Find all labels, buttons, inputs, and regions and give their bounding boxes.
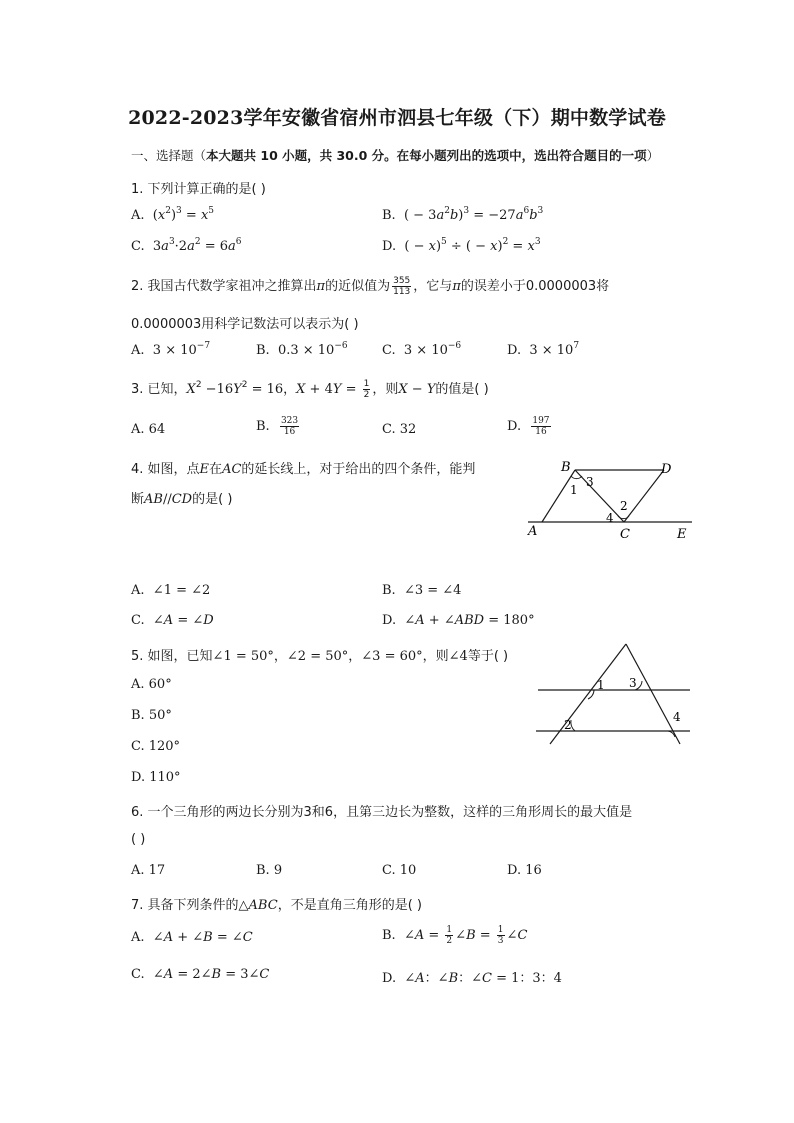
question-3-stem: 3. 已知，$X^2 -16Y^2 = 16$，X + 4Y = $\frac{1}{2}$ ，则X − Y的值是( ) <box>131 379 489 400</box>
fig5-angle-1: 1 <box>597 678 605 692</box>
question-5-option-b: B. 50° <box>131 708 172 723</box>
fig4-angle-1: 1 <box>570 483 578 497</box>
q3-optd-top: 197 <box>532 416 550 426</box>
question-7-option-c: C. ∠A = 2∠B = 3∠C <box>131 967 270 982</box>
fig5-angle-4: 4 <box>673 710 681 724</box>
question-4-stem-line1: 4. 如图，点E在AC的延长线上，对于给出的四个条件，能判 <box>131 462 476 477</box>
question-4-option-c: C. ∠A = ∠D <box>131 613 214 628</box>
fig4-angle-2: 2 <box>620 499 628 513</box>
question-4-stem-line2: 断AB//CD的是( ) <box>131 492 233 507</box>
q7-stem-a: 7. 具备下列条件的 <box>131 898 239 913</box>
question-3-option-c: C. 32 <box>382 422 417 437</box>
q2-stem-c: ，它与 <box>413 279 453 294</box>
question-2-option-d: D. $3 \times 10^7$ <box>507 341 580 358</box>
question-2-option-b: B. $0.3 \times 10^{-6}$ <box>256 341 348 358</box>
question-2-stem-line1: 2. 我国古代数学家祖冲之推算出π的近似值为 $\frac{355}{113}$ ，它与π的误差小于0.0000003将 <box>131 276 610 297</box>
q3-optb-top: 323 <box>280 416 299 426</box>
question-7-option-d: D. ∠A：∠B：∠C = 1：3：4 <box>382 971 562 986</box>
fig5-angle-2: 2 <box>564 718 572 732</box>
question-1-option-a: A. $(x^2)^3 = x^5$ <box>131 206 215 223</box>
question-4-option-a: A. ∠1 = ∠2 <box>131 583 211 598</box>
question-3-option-a: A. 64 <box>131 422 166 437</box>
q4-stem-2a: 断 <box>131 492 145 507</box>
question-7-stem: 7. 具备下列条件的△ABC，不是直角三角形的是( ) <box>131 898 422 913</box>
question-1-stem: 1. 下列计算正确的是( ) <box>131 182 266 197</box>
question-1-option-b: B. ( − $3a^2b)^3 = -27a^6b^3$ <box>382 206 544 223</box>
q2-stem-d: 的误差小于0.0000003将 <box>460 279 610 294</box>
question-5-option-a: A. 60° <box>131 677 172 692</box>
question-2-option-a: A. $3 \times 10^{-7}$ <box>131 341 211 358</box>
section-prefix: 一、选择题（ <box>131 148 207 163</box>
question-6-option-d: D. 16 <box>507 863 542 878</box>
question-4-option-b: B. ∠3 = ∠4 <box>382 583 462 598</box>
q5-stem-a: 5. 如图，已知 <box>131 649 213 664</box>
q2-frac-top: 355 <box>393 276 411 286</box>
question-5-figure <box>530 640 700 752</box>
question-3-option-b: B. $\frac{323}{16}$ <box>256 416 299 437</box>
question-6-option-c: C. 10 <box>382 863 417 878</box>
q3-stem-b: ，则 <box>372 382 399 397</box>
section-suffix: ） <box>646 148 660 163</box>
q4-stem-1c: 的延长线上，对于给出的四个条件，能判 <box>241 462 476 477</box>
q7-stem-b: ，不是直角三角形的是( ) <box>277 898 422 913</box>
q2-frac-bot: 113 <box>393 287 411 297</box>
page-title: 2022-2023学年安徽省宿州市泗县七年级（下）期中数学试卷 <box>128 107 666 129</box>
q4-stem-1a: 4. 如图，点 <box>131 462 200 477</box>
q5-stem-b: 等于( ) <box>467 649 509 664</box>
q3-optb-bot: 16 <box>283 427 296 437</box>
q4-stem-2b: 的是( ) <box>192 492 233 507</box>
question-1-option-d: D. ( − x)$^5$ ÷ ( − $x)^2 = x^3$ <box>382 237 541 254</box>
question-6-stem-line2: ( ) <box>131 832 146 847</box>
question-7-option-b: B. ∠A = $\frac{1}{2}$ ∠B = $\frac{1}{3}$ ∠C <box>382 925 528 946</box>
fig4-label-c: C <box>620 527 630 542</box>
question-2-stem-line2: 0.0000003用科学记数法可以表示为( ) <box>131 317 359 332</box>
question-7-option-a: A. ∠A + ∠B = ∠C <box>131 930 253 945</box>
q4-stem-1b: 在 <box>209 462 223 477</box>
question-1-option-c: C. $3a^3\cdot 2a^2 = 6a^6$ <box>131 237 242 254</box>
q3-optd-bot: 16 <box>535 427 547 437</box>
question-2-option-c: C. $3 \times 10^{-6}$ <box>382 341 462 358</box>
section-bold-text: 本大题共 10 小题，共 30.0 分。在每小题列出的选项中，选出符合题目的一项 <box>206 148 647 163</box>
q2-stem-a: 2. 我国古代数学家祖冲之推算出 <box>131 279 317 294</box>
q2-fraction <box>392 276 411 297</box>
fig4-label-e: E <box>677 527 687 542</box>
q3-stem-c: 的值是( ) <box>435 382 489 397</box>
question-6-stem-line1: 6. 一个三角形的两边长分别为3和6，且第三边长为整数，这样的三角形周长的最大值是 <box>131 805 633 820</box>
fig4-angle-3: 3 <box>586 475 594 489</box>
question-5-stem: 5. 如图，已知∠1 = 50°，∠2 = 50°，∠3 = 60°，则∠4等于( ) <box>131 649 509 664</box>
fig5-angle-3: 3 <box>629 676 637 690</box>
question-6-option-a: A. 17 <box>131 863 166 878</box>
question-5-option-d: D. 110° <box>131 770 181 785</box>
fig4-angle-4: 4 <box>606 511 614 525</box>
fig4-label-d: D <box>661 462 672 477</box>
question-4-option-d: D. ∠A + ∠ABD = 180° <box>382 613 535 628</box>
q2-stem-b: 的近似值为 <box>325 279 391 294</box>
question-6-option-b: B. 9 <box>256 863 283 878</box>
question-4-figure <box>520 456 700 542</box>
question-5-option-c: C. 120° <box>131 739 181 754</box>
question-3-option-d: D. $\frac{197}{16}$ <box>507 416 550 437</box>
fig4-label-a: A <box>528 524 538 539</box>
q3-stem-a: 3. 已知， <box>131 382 187 397</box>
fig4-label-b: B <box>561 460 571 475</box>
section-header <box>131 146 659 164</box>
